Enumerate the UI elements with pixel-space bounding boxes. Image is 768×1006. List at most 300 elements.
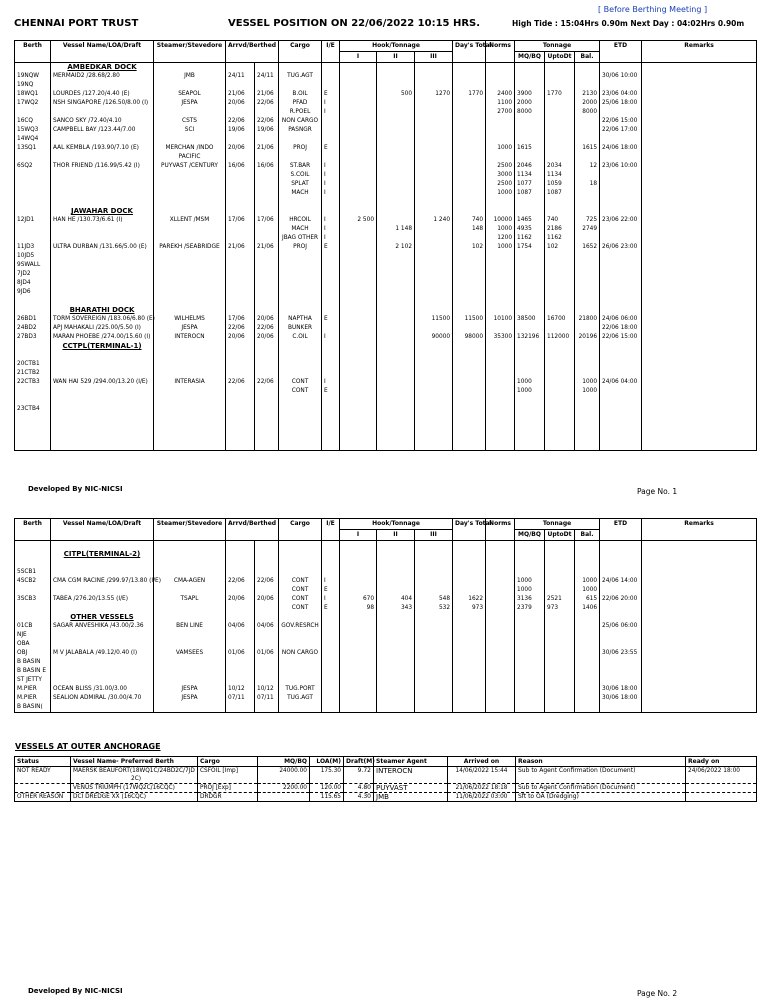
cell-steamer <box>154 252 226 261</box>
cell-arr <box>226 108 255 117</box>
vessel-row <box>15 117 757 126</box>
cell-norms: 1200 <box>486 234 515 243</box>
cell-berth <box>15 297 51 306</box>
cell-rem <box>642 640 757 649</box>
oa-cell-status <box>15 793 71 802</box>
cell-upto <box>545 541 575 551</box>
cell-etd <box>600 405 642 414</box>
cell-upto <box>545 676 575 685</box>
cell-rem <box>642 387 757 396</box>
cell-cargo: MACH <box>279 189 322 198</box>
cell-mq <box>515 117 545 126</box>
cell-dt <box>453 126 486 135</box>
cell-h3 <box>415 180 453 189</box>
cell-ie: E <box>322 604 340 613</box>
cell-vessel <box>51 225 154 234</box>
cell-norms <box>486 252 515 261</box>
cell-arr <box>226 405 255 414</box>
column-header-etd: ETD <box>600 519 642 541</box>
cell-steamer <box>154 541 226 551</box>
cell-steamer <box>154 423 226 432</box>
cell-dt <box>453 541 486 551</box>
cell-arr: 04/06 <box>226 622 255 631</box>
vessel-row <box>15 153 757 162</box>
column-header-vessel: Vessel Name/LOA/Draft <box>51 519 154 541</box>
cell-etd <box>600 441 642 451</box>
cell-dt <box>453 360 486 369</box>
vessel-row <box>15 81 757 90</box>
cell-brt: 01/06 <box>255 649 279 658</box>
cell-steamer <box>154 180 226 189</box>
cell-arr <box>226 414 255 423</box>
cell-h2 <box>377 72 415 81</box>
cell-mq <box>515 324 545 333</box>
oa-cell-agent <box>374 793 448 802</box>
cell-h2 <box>377 631 415 640</box>
cell-vessel <box>51 288 154 297</box>
cell-norms: 2400 <box>486 90 515 99</box>
cell-berth: 20CTB1 <box>15 360 51 369</box>
before-berthing-meeting-link[interactable]: [ Before Berthing Meeting ] <box>598 5 708 14</box>
cell-vessel: ULTRA DURBAN /131.66/5.00 (E) <box>51 243 154 252</box>
cell-dt <box>453 270 486 279</box>
cell-ie <box>322 288 340 297</box>
cell-ie <box>322 423 340 432</box>
cell-upto <box>545 324 575 333</box>
cell-upto <box>545 703 575 713</box>
cell-bal <box>575 126 600 135</box>
cell-h1 <box>340 685 377 694</box>
cell-brt <box>255 369 279 378</box>
cell-brt: 10/12 <box>255 685 279 694</box>
vessel-row <box>15 351 757 360</box>
cell-rem <box>642 351 757 360</box>
cell-etd <box>600 568 642 577</box>
cell-berth <box>15 153 51 162</box>
oa-header-draft: Draft(M) <box>344 757 374 767</box>
column-header-cargo: Cargo <box>279 519 322 541</box>
cell-etd <box>600 360 642 369</box>
cell-mq <box>515 694 545 703</box>
anchorage-row <box>15 767 757 784</box>
cell-bal <box>575 414 600 423</box>
oa-value-draft: 9.72 <box>357 767 371 774</box>
cell-upto: 1059 <box>545 180 575 189</box>
cell-h1 <box>340 568 377 577</box>
cell-mq: 1162 <box>515 234 545 243</box>
cell-rem <box>642 81 757 90</box>
cell-dt <box>453 685 486 694</box>
cell-bal: 21800 <box>575 315 600 324</box>
oa-value-reason: Sub to Agent Confirmation (Document) <box>518 784 636 791</box>
cell-arr <box>226 306 255 315</box>
cell-h1 <box>340 252 377 261</box>
cell-norms <box>486 667 515 676</box>
cell-h2 <box>377 270 415 279</box>
cell-norms <box>486 63 515 73</box>
cell-cargo <box>279 369 322 378</box>
cell-arr <box>226 207 255 216</box>
cell-rem <box>642 153 757 162</box>
dock-name: JAWAHAR DOCK <box>51 207 154 216</box>
cell-mq <box>515 306 545 315</box>
cell-upto: 2186 <box>545 225 575 234</box>
cell-upto <box>545 279 575 288</box>
cell-mq: 1087 <box>515 189 545 198</box>
cell-bal <box>575 342 600 351</box>
cell-dt <box>453 577 486 586</box>
dock-heading-row <box>15 342 757 351</box>
cell-norms: 1000 <box>486 144 515 153</box>
cell-bal <box>575 432 600 441</box>
cell-dt: 1622 <box>453 595 486 604</box>
cell-arr: 22/06 <box>226 577 255 586</box>
vessel-row <box>15 541 757 551</box>
cell-h2 <box>377 369 415 378</box>
oa-cell-arrived <box>448 784 516 793</box>
cell-bal <box>575 81 600 90</box>
cell-brt: 22/06 <box>255 378 279 387</box>
cell-etd: 23/06 10:00 <box>600 162 642 171</box>
cell-h1: 98 <box>340 604 377 613</box>
cell-arr <box>226 270 255 279</box>
cell-arr <box>226 703 255 713</box>
cell-dt <box>453 423 486 432</box>
cell-cargo <box>279 342 322 351</box>
cell-etd <box>600 297 642 306</box>
cell-dt <box>453 640 486 649</box>
cell-bal <box>575 676 600 685</box>
cell-h1 <box>340 703 377 713</box>
cell-mq <box>515 423 545 432</box>
cell-h3 <box>415 676 453 685</box>
cell-etd <box>600 432 642 441</box>
cell-ie <box>322 676 340 685</box>
oa-cell-draft <box>344 793 374 802</box>
cell-rem <box>642 631 757 640</box>
cell-steamer: CSTS <box>154 117 226 126</box>
tide-info: High Tide : 15:04Hrs 0.90m Next Day : 04:02Hrs 0.90m <box>512 19 745 28</box>
cell-vessel <box>51 171 154 180</box>
cell-norms <box>486 423 515 432</box>
cell-upto: 973 <box>545 604 575 613</box>
cell-etd <box>600 135 642 144</box>
cell-etd <box>600 234 642 243</box>
cell-brt <box>255 198 279 207</box>
cell-dt <box>453 613 486 622</box>
cell-h3 <box>415 441 453 451</box>
cell-dt <box>453 378 486 387</box>
cell-norms <box>486 270 515 279</box>
cell-dt <box>453 586 486 595</box>
cell-rem <box>642 198 757 207</box>
oa-value-reason: Sub to Agent Confirmation (Document) <box>518 767 636 774</box>
cell-h2 <box>377 622 415 631</box>
cell-cargo: PFAD <box>279 99 322 108</box>
cell-norms <box>486 441 515 451</box>
cell-berth <box>15 108 51 117</box>
oa-cell-cargo <box>198 784 258 793</box>
cell-rem <box>642 613 757 622</box>
cell-vessel <box>51 189 154 198</box>
oa-cell-reason <box>516 784 686 793</box>
cell-vessel <box>51 234 154 243</box>
cell-brt <box>255 180 279 189</box>
cell-bal <box>575 622 600 631</box>
cell-steamer: CMA-AGEN <box>154 577 226 586</box>
cell-norms <box>486 631 515 640</box>
cell-steamer <box>154 297 226 306</box>
cell-norms <box>486 568 515 577</box>
cell-etd <box>600 153 642 162</box>
cell-cargo <box>279 432 322 441</box>
cell-upto <box>545 432 575 441</box>
oa-value-draft: 4.80 <box>357 784 371 791</box>
cell-h2 <box>377 405 415 414</box>
cell-norms <box>486 586 515 595</box>
cell-brt: 17/06 <box>255 216 279 225</box>
cell-bal <box>575 649 600 658</box>
cell-mq <box>515 631 545 640</box>
cell-norms <box>486 306 515 315</box>
cell-h3 <box>415 324 453 333</box>
cell-ie: E <box>322 387 340 396</box>
cell-etd <box>600 703 642 713</box>
cell-h1 <box>340 189 377 198</box>
cell-etd: 24/06 04:00 <box>600 378 642 387</box>
cell-ie <box>322 207 340 216</box>
cell-etd: 26/06 23:00 <box>600 243 642 252</box>
cell-berth: 9JD6 <box>15 288 51 297</box>
cell-bal <box>575 631 600 640</box>
footer-developer: Developed By NIC-NICSI <box>28 987 123 995</box>
cell-h1 <box>340 261 377 270</box>
cell-steamer <box>154 207 226 216</box>
column-header-remarks: Remarks <box>642 41 757 63</box>
cell-mq <box>515 360 545 369</box>
cell-h1 <box>340 369 377 378</box>
cell-norms <box>486 378 515 387</box>
cell-mq <box>515 622 545 631</box>
cell-etd <box>600 658 642 667</box>
cell-upto <box>545 441 575 451</box>
cell-bal: 18 <box>575 180 600 189</box>
cell-steamer <box>154 550 226 559</box>
column-header-bal: Bal. <box>575 52 600 63</box>
cell-h1 <box>340 676 377 685</box>
cell-h3 <box>415 432 453 441</box>
cell-h2 <box>377 180 415 189</box>
cell-norms <box>486 595 515 604</box>
cell-ie: E <box>322 586 340 595</box>
cell-ie <box>322 81 340 90</box>
cell-vessel <box>51 541 154 551</box>
vessel-row <box>15 360 757 369</box>
cell-rem <box>642 252 757 261</box>
oa-cell-status <box>15 784 71 793</box>
vessel-row <box>15 595 757 604</box>
cell-steamer: PAREKH /SEABRIDGE <box>154 243 226 252</box>
cell-mq <box>515 153 545 162</box>
dock-heading-row <box>15 207 757 216</box>
cell-bal <box>575 63 600 73</box>
cell-brt <box>255 658 279 667</box>
cell-arr <box>226 604 255 613</box>
cell-berth <box>15 189 51 198</box>
cell-rem <box>642 90 757 99</box>
cell-ie <box>322 541 340 551</box>
cell-rem <box>642 144 757 153</box>
cell-h2 <box>377 441 415 451</box>
cell-h1 <box>340 234 377 243</box>
oa-value-ready: 24/06/2022 18:00 <box>688 768 740 774</box>
cell-steamer <box>154 108 226 117</box>
column-header-bal: Bal. <box>575 530 600 541</box>
cell-steamer <box>154 234 226 243</box>
cell-arr: 24/11 <box>226 72 255 81</box>
cell-brt <box>255 550 279 559</box>
cell-rem <box>642 360 757 369</box>
oa-value-arrived: 21/06/2022 18:18 <box>455 785 508 791</box>
cell-h1 <box>340 99 377 108</box>
cell-h2 <box>377 162 415 171</box>
cell-cargo <box>279 405 322 414</box>
cell-steamer <box>154 568 226 577</box>
cell-bal <box>575 640 600 649</box>
oa-cell-loa <box>310 784 344 793</box>
cell-cargo: ST.BAR <box>279 162 322 171</box>
vessel-row <box>15 559 757 568</box>
cell-ie: I <box>322 99 340 108</box>
cell-brt <box>255 153 279 162</box>
cell-brt <box>255 541 279 551</box>
cell-arr <box>226 541 255 551</box>
cell-mq <box>515 658 545 667</box>
cell-brt <box>255 387 279 396</box>
oa-value-status: OTHER REASON <box>17 794 64 800</box>
outer-anchorage-heading: VESSELS AT OUTER ANCHORAGE <box>15 742 161 751</box>
cell-norms: 2700 <box>486 108 515 117</box>
cell-h2 <box>377 640 415 649</box>
cell-ie <box>322 279 340 288</box>
cell-h1 <box>340 586 377 595</box>
cell-mq <box>515 252 545 261</box>
cell-h2 <box>377 144 415 153</box>
cell-norms <box>486 604 515 613</box>
cell-brt: 22/06 <box>255 324 279 333</box>
cell-dt <box>453 694 486 703</box>
cell-norms <box>486 622 515 631</box>
cell-steamer: BEN LINE <box>154 622 226 631</box>
cell-ie: E <box>322 90 340 99</box>
cell-brt <box>255 432 279 441</box>
cell-h1 <box>340 360 377 369</box>
cell-mq <box>515 279 545 288</box>
cell-etd <box>600 369 642 378</box>
cell-etd <box>600 631 642 640</box>
cell-norms <box>486 81 515 90</box>
cell-brt <box>255 171 279 180</box>
cell-h2 <box>377 703 415 713</box>
cell-dt: 1770 <box>453 90 486 99</box>
cell-upto <box>545 559 575 568</box>
cell-bal <box>575 613 600 622</box>
cell-berth <box>15 559 51 568</box>
cell-dt <box>453 162 486 171</box>
oa-header-agent: Steamer Agent <box>374 757 448 767</box>
cell-dt <box>453 279 486 288</box>
cell-berth: 12JD1 <box>15 216 51 225</box>
cell-norms <box>486 207 515 216</box>
cell-h3 <box>415 613 453 622</box>
column-header-vessel: Vessel Name/LOA/Draft <box>51 41 154 63</box>
cell-arr <box>226 396 255 405</box>
oa-cell-loa <box>310 793 344 802</box>
org-name: CHENNAI PORT TRUST <box>14 18 139 29</box>
oa-cell-ready <box>686 784 757 793</box>
cell-dt <box>453 234 486 243</box>
cell-mq: 1615 <box>515 144 545 153</box>
oa-header-loa: LOA(M) <box>310 757 344 767</box>
cell-rem <box>642 243 757 252</box>
vessel-row <box>15 685 757 694</box>
cell-brt: 20/06 <box>255 595 279 604</box>
cell-ie <box>322 414 340 423</box>
cell-ie: I <box>322 189 340 198</box>
cell-rem <box>642 189 757 198</box>
cell-h3 <box>415 405 453 414</box>
cell-brt: 24/11 <box>255 72 279 81</box>
cell-vessel: THOR FRIEND /116.99/5.42 (I) <box>51 162 154 171</box>
cell-mq <box>515 441 545 451</box>
cell-mq <box>515 126 545 135</box>
cell-h2 <box>377 667 415 676</box>
cell-vessel <box>51 108 154 117</box>
cell-h3 <box>415 108 453 117</box>
cell-arr <box>226 135 255 144</box>
cell-rem <box>642 279 757 288</box>
cell-dt <box>453 135 486 144</box>
oa-header-mq: MQ/BQ <box>258 757 310 767</box>
cell-h2 <box>377 351 415 360</box>
vessel-row <box>15 126 757 135</box>
cell-etd <box>600 180 642 189</box>
cell-dt <box>453 396 486 405</box>
cell-mq: 1134 <box>515 171 545 180</box>
cell-bal: 8000 <box>575 108 600 117</box>
cell-brt <box>255 342 279 351</box>
cell-cargo: CONT <box>279 378 322 387</box>
vessel-row <box>15 658 757 667</box>
cell-norms <box>486 550 515 559</box>
cell-vessel <box>51 414 154 423</box>
cell-h1 <box>340 694 377 703</box>
cell-rem <box>642 135 757 144</box>
cell-arr: 20/06 <box>226 333 255 342</box>
cell-berth <box>15 423 51 432</box>
cell-etd: 24/06 18:00 <box>600 144 642 153</box>
cell-brt <box>255 396 279 405</box>
cell-etd: 22/06 18:00 <box>600 324 642 333</box>
cell-berth: 18WQ1 <box>15 90 51 99</box>
cell-h1 <box>340 432 377 441</box>
cell-ie <box>322 360 340 369</box>
cell-arr: 21/06 <box>226 243 255 252</box>
cell-vessel: SEALION ADMIRAL /30.00/4.70 <box>51 694 154 703</box>
cell-rem <box>642 622 757 631</box>
cell-arr: 19/06 <box>226 126 255 135</box>
dock-heading-row <box>15 613 757 622</box>
